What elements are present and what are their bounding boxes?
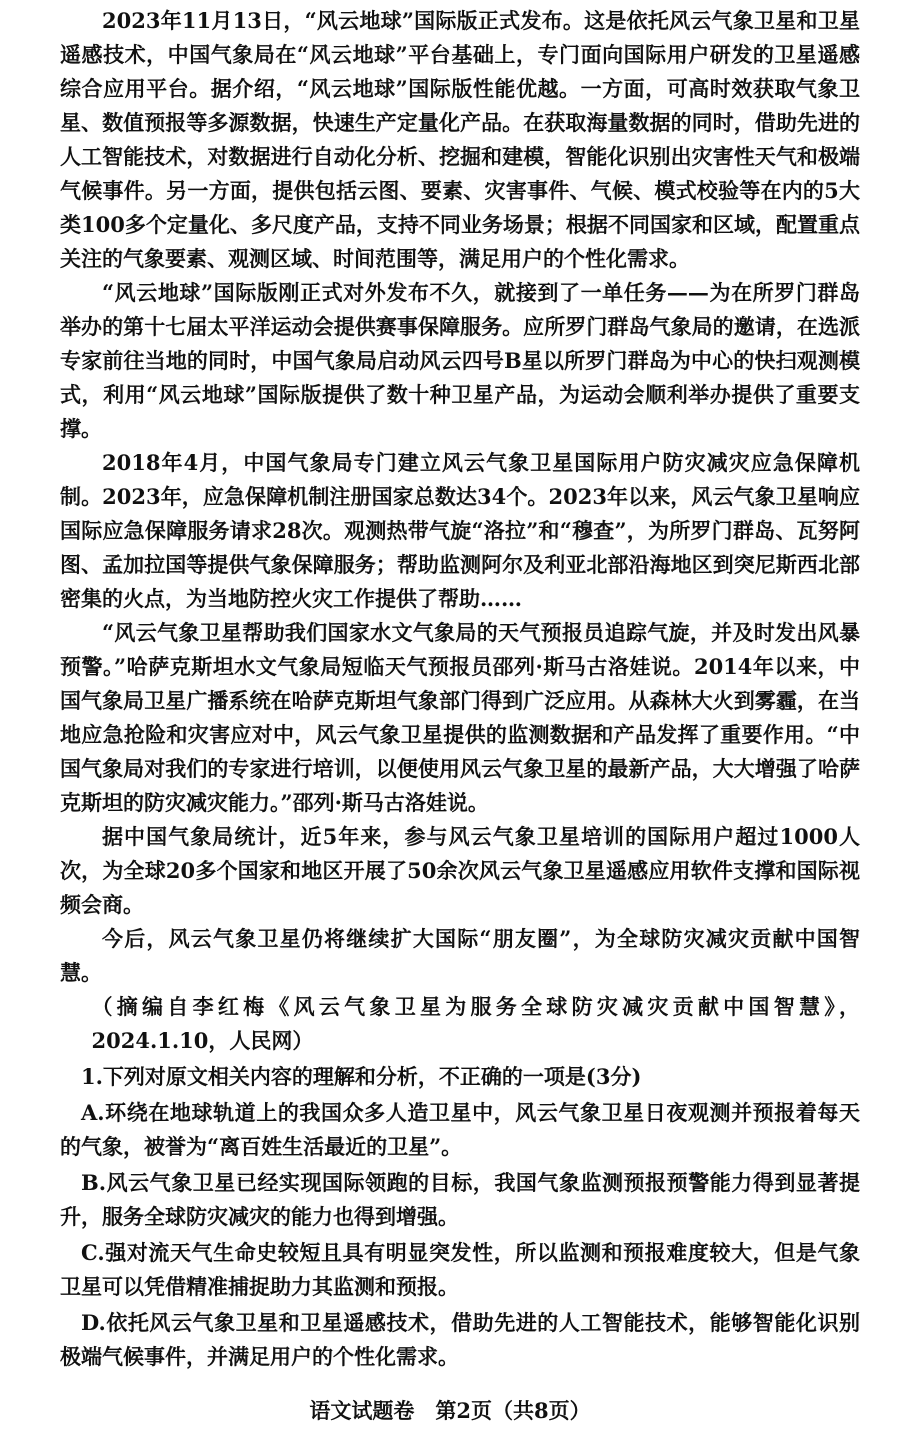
option-b: B.风云气象卫星已经实现国际领跑的目标，我国气象监测预报预警能力得到显著提升，服务全球防灾减灾的能力也得到增强。: [60, 1170, 860, 1229]
paragraph-5: 据中国气象局统计，近5年来，参与风云气象卫星培训的国际用户超过1000人次，为全球20多个国家和地区开展了50余次风云气象卫星遥感应用软件支撑和国际视频会商。: [60, 824, 860, 917]
option-a: A.环绕在地球轨道上的我国众多人造卫星中，风云气象卫星日夜观测并预报着每天的气象，被誉为“离百姓生活最近的卫星”。: [60, 1100, 860, 1159]
paragraph-3: 2018年4月，中国气象局专门建立风云气象卫星国际用户防灾减灾应急保障机制。2023年，应急保障机制注册国家总数达34个。2023年以来，风云气象卫星响应国际应急保障服务请求28次。观测热带气旋“洛拉”和“穆查”，为所罗门群岛、瓦努阿图、孟加拉国等提供气象保障服务；帮助监测阿尔及利亚北部沿海地区到突尼斯西北部密集的火点，为当地防控火灾工作提供了帮助……: [60, 450, 860, 611]
document-body: [60, 0, 860, 1374]
option-d: D.依托风云气象卫星和卫星遥感技术，借助先进的人工智能技术，能够智能化识别极端气候事件，并满足用户的个性化需求。: [60, 1310, 860, 1369]
page-footer: 语文试题卷 第2页（共8页）: [309, 1398, 591, 1423]
source-citation: （摘编自李红梅《风云气象卫星为服务全球防灾减灾贡献中国智慧》，2024.1.10，人民网）: [91, 994, 860, 1053]
paragraph-4: “风云气象卫星帮助我们国家水文气象局的天气预报员追踪气旋，并及时发出风暴预警。”哈萨克斯坦水文气象局短临天气预报员邵列·斯马古洛娃说。2014年以来，中国气象局卫星广播系统在哈萨克斯坦气象部门得到广泛应用。从森林大火到雾霾，在当地应急抢险和灾害应对中，风云气象卫星提供的监测数据和产品发挥了重要作用。“中国气象局对我们的专家进行培训，以便使用风云气象卫星的最新产品，大大增强了哈萨克斯坦的防灾减灾能力。”邵列·斯马古洛娃说。: [60, 620, 860, 815]
paragraph-6: 今后，风云气象卫星仍将继续扩大国际“朋友圈”，为全球防灾减灾贡献中国智慧。: [60, 926, 860, 985]
paragraph-1: 2023年11月13日，“风云地球”国际版正式发布。这是依托风云气象卫星和卫星遥感技术，中国气象局在“风云地球”平台基础上，专门面向国际用户研发的卫星遥感综合应用平台。据介绍，“风云地球”国际版性能优越。一方面，可高时效获取气象卫星、数值预报等多源数据，快速生产定量化产品。在获取海量数据的同时，借助先进的人工智能技术，对数据进行自动化分析、挖掘和建模，智能化识别出灾害性天气和极端气候事件。另一方面，提供包括云图、要素、灾害事件、气候、模式校验等在内的5大类100多个定量化、多尺度产品，支持不同业务场景；根据不同国家和区域，配置重点关注的气象要素、观测区域、时间范围等，满足用户的个性化需求。: [60, 8, 860, 271]
option-c: C.强对流天气生命史较短且具有明显突发性，所以监测和预报难度较大，但是气象卫星可以凭借精准捕捉助力其监测和预报。: [60, 1240, 860, 1299]
paragraph-2: “风云地球”国际版刚正式对外发布不久，就接到了一单任务——为在所罗门群岛举办的第十七届太平洋运动会提供赛事保障服务。应所罗门群岛气象局的邀请，在选派专家前往当地的同时，中国气象局启动风云四号B星以所罗门群岛为中心的快扫观测模式，利用“风云地球”国际版提供了数十种卫星产品，为运动会顺利举办提供了重要支撑。: [60, 280, 860, 441]
question-stem: 1.下列对原文相关内容的理解和分析，不正确的一项是(3分): [81, 1064, 642, 1089]
